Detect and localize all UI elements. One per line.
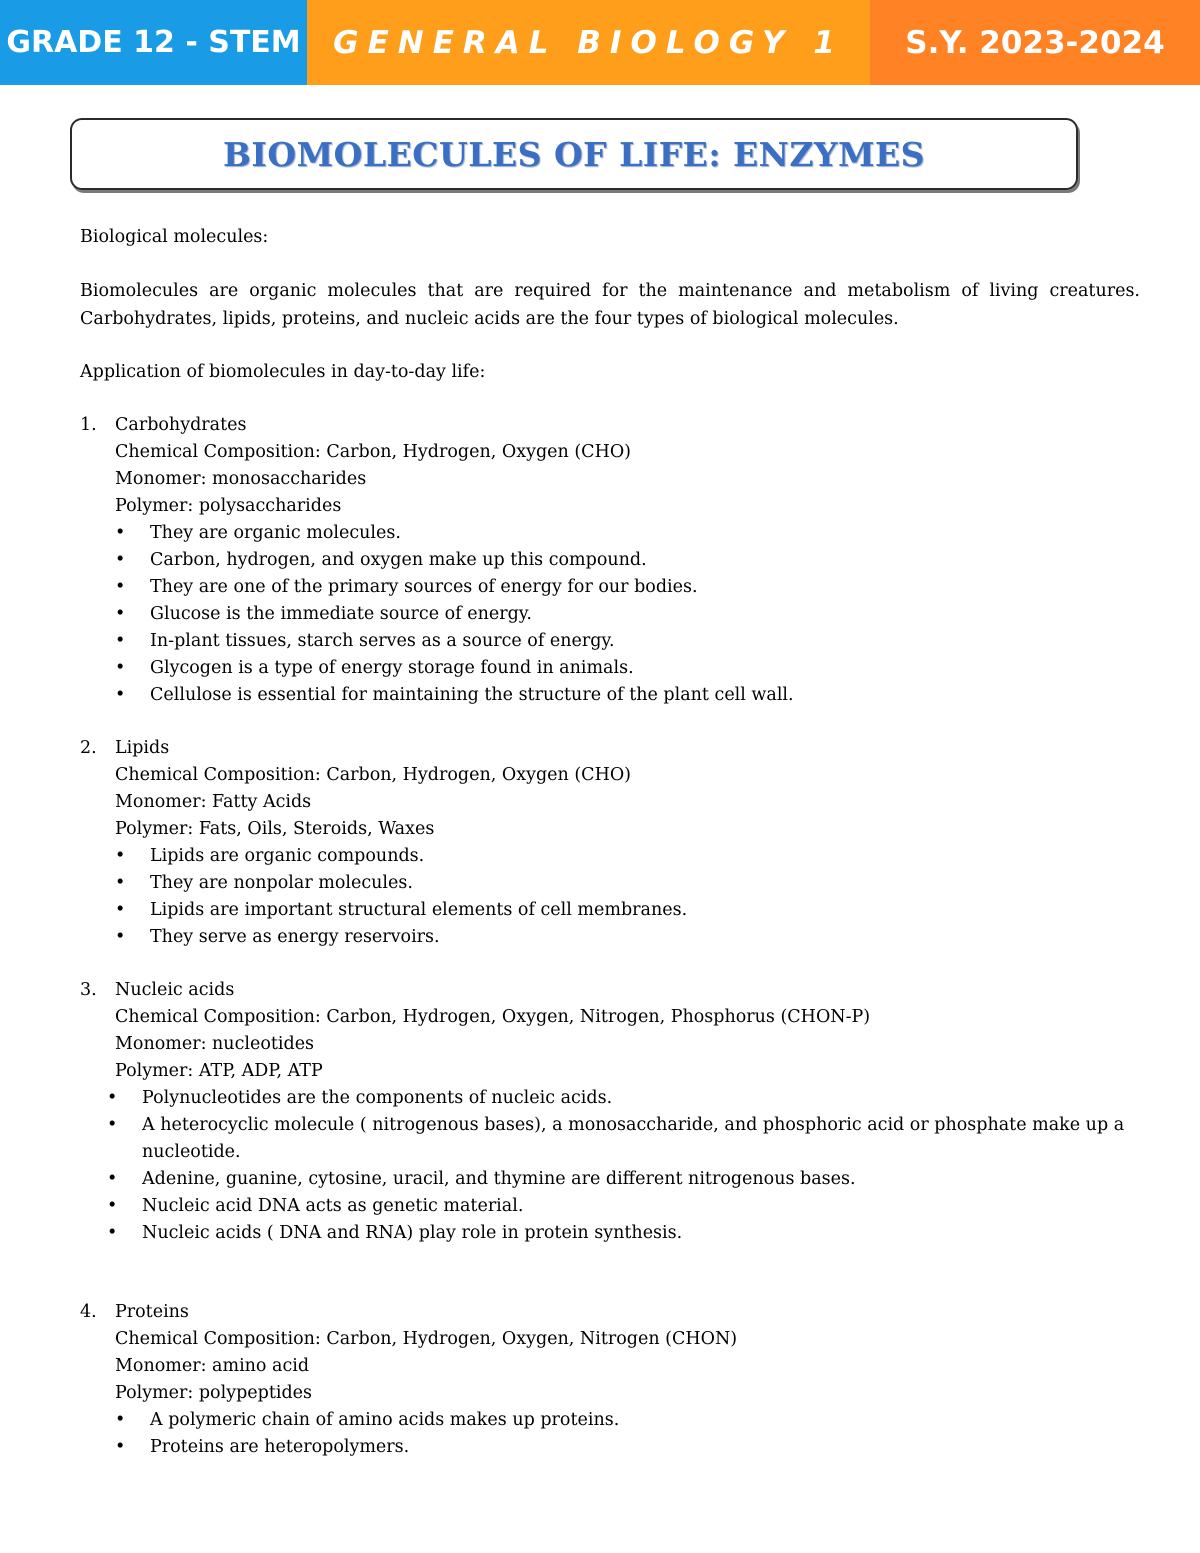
monomer: Monomer: amino acid [115,1356,310,1376]
section-nucleic-acids [80,977,1140,1247]
intro-paragraph: Biomolecules are organic molecules that are required for the maintenance and metabolism of living creatures. Carbohydrates, lipids, proteins, and nucleic acids are the four types of biological molecules. [80,281,1140,329]
section-lipids [80,735,1140,951]
section-number: 2. [80,738,97,758]
subject-label: GENERAL BIOLOGY 1 [307,0,870,85]
intro-heading: Biological molecules: [80,227,269,247]
list-item: • A heterocyclic molecule ( nitrogenous bases), a monosaccharide, and phosphoric acid or phosphate make up a nucleotide. [80,1112,1140,1166]
list-item: • Polynucleotides are the components of nucleic acids. [80,1085,1140,1112]
chemical-composition: Chemical Composition: Carbon, Hydrogen, Oxygen, Nitrogen, Phosphorus (CHON-P) [115,1007,871,1027]
list-item: • Glycogen is a type of energy storage found in animals. [80,655,1140,682]
section-heading [80,977,1140,1004]
list-item: • Glucose is the immediate source of energy. [80,601,1140,628]
title-box [70,118,1078,190]
section-number: 1. [80,415,97,435]
section-number: 3. [80,980,97,1000]
section-heading [80,1299,1140,1326]
list-item: • They are nonpolar molecules. [80,870,1140,897]
chemical-composition: Chemical Composition: Carbon, Hydrogen, Oxygen (CHO) [115,765,632,785]
polymer: Polymer: polysaccharides [115,496,342,516]
grade-label: GRADE 12 - STEM [0,0,307,85]
list-item: • They are one of the primary sources of energy for our bodies. [80,574,1140,601]
application-heading: Application of biomolecules in day-to-day life: [80,362,486,382]
polymer: Polymer: polypeptides [115,1383,313,1403]
list-item: • In-plant tissues, starch serves as a source of energy. [80,628,1140,655]
section-proteins [80,1299,1140,1461]
page-title: BIOMOLECULES OF LIFE: ENZYMES [223,134,925,174]
list-item: • Nucleic acid DNA acts as genetic material. [80,1193,1140,1220]
list-item: • A polymeric chain of amino acids makes up proteins. [80,1407,1140,1434]
monomer: Monomer: nucleotides [115,1034,315,1054]
chemical-composition: Chemical Composition: Carbon, Hydrogen, Oxygen (CHO) [115,442,632,462]
section-number: 4. [80,1302,97,1322]
section-name: Carbohydrates [115,415,247,435]
monomer: Monomer: Fatty Acids [115,792,312,812]
section-name: Proteins [115,1302,189,1322]
list-item: • They serve as energy reservoirs. [80,924,1140,951]
list-item: • Lipids are important structural elements of cell membranes. [80,897,1140,924]
header-banner [0,0,1200,85]
polymer: Polymer: Fats, Oils, Steroids, Waxes [115,819,435,839]
school-year-label: S.Y. 2023-2024 [870,0,1200,85]
list-item: • Cellulose is essential for maintaining the structure of the plant cell wall. [80,682,1140,709]
polymer: Polymer: ATP, ADP, ATP [115,1061,323,1081]
list-item: • Carbon, hydrogen, and oxygen make up this compound. [80,547,1140,574]
section-heading [80,735,1140,762]
list-item: • Proteins are heteropolymers. [80,1434,1140,1461]
section-carbohydrates [80,412,1140,709]
section-heading [80,412,1140,439]
section-name: Nucleic acids [115,980,235,1000]
list-item: • Lipids are organic compounds. [80,843,1140,870]
section-name: Lipids [115,738,170,758]
list-item: • Adenine, guanine, cytosine, uracil, and thymine are different nitrogenous bases. [80,1166,1140,1193]
list-item: • They are organic molecules. [80,520,1140,547]
list-item: • Nucleic acids ( DNA and RNA) play role in protein synthesis. [80,1220,1140,1247]
chemical-composition: Chemical Composition: Carbon, Hydrogen, Oxygen, Nitrogen (CHON) [115,1329,738,1349]
document-body [80,224,1140,1461]
monomer: Monomer: monosaccharides [115,469,367,489]
